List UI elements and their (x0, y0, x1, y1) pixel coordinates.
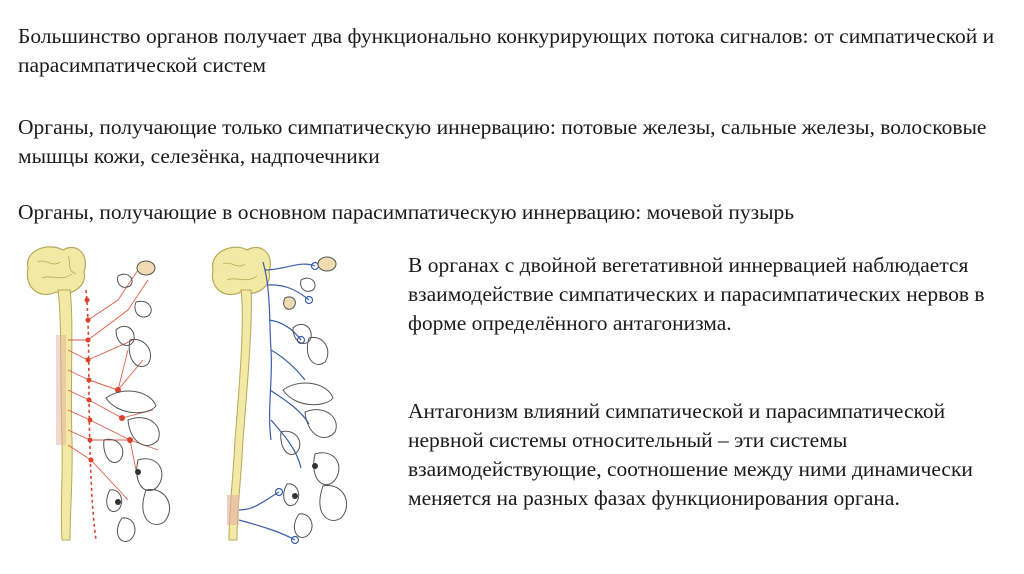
brain-shape (27, 247, 85, 295)
parasympathetic-paragraph: Органы, получающие в основном парасимпатическую иннервацию: мочевой пузырь (18, 200, 795, 224)
interaction-paragraph: В органах с двойной вегетативной иннервацией наблюдается взаимодействие симпатических и парасимпатических нервов в форме определённого антагонизма. (408, 253, 985, 335)
parasympathetic-innervation-illustration (205, 240, 365, 556)
brain-shape (212, 247, 270, 294)
sympathetic-chain (86, 290, 96, 540)
intro-paragraph: Большинство органов получает два функционально конкурирующих потока сигналов: от симпатической и парасимпатической систем (18, 24, 995, 77)
sympathetic-innervation-illustration (18, 240, 188, 556)
antagonism-paragraph: Антагонизм влияний симпатической и парасимпатической нервной системы относительный – эти системы взаимодействующие, соотношение между ними динамически меняется на разных фазах функционирования органа. (408, 399, 973, 510)
vagus-nerve (263, 262, 271, 440)
sympathetic-only-paragraph: Органы, получающие только симпатическую иннервацию: потовые железы, сальные железы, волосковые мышцы кожи, селезёнка, надпочечники (18, 115, 987, 168)
